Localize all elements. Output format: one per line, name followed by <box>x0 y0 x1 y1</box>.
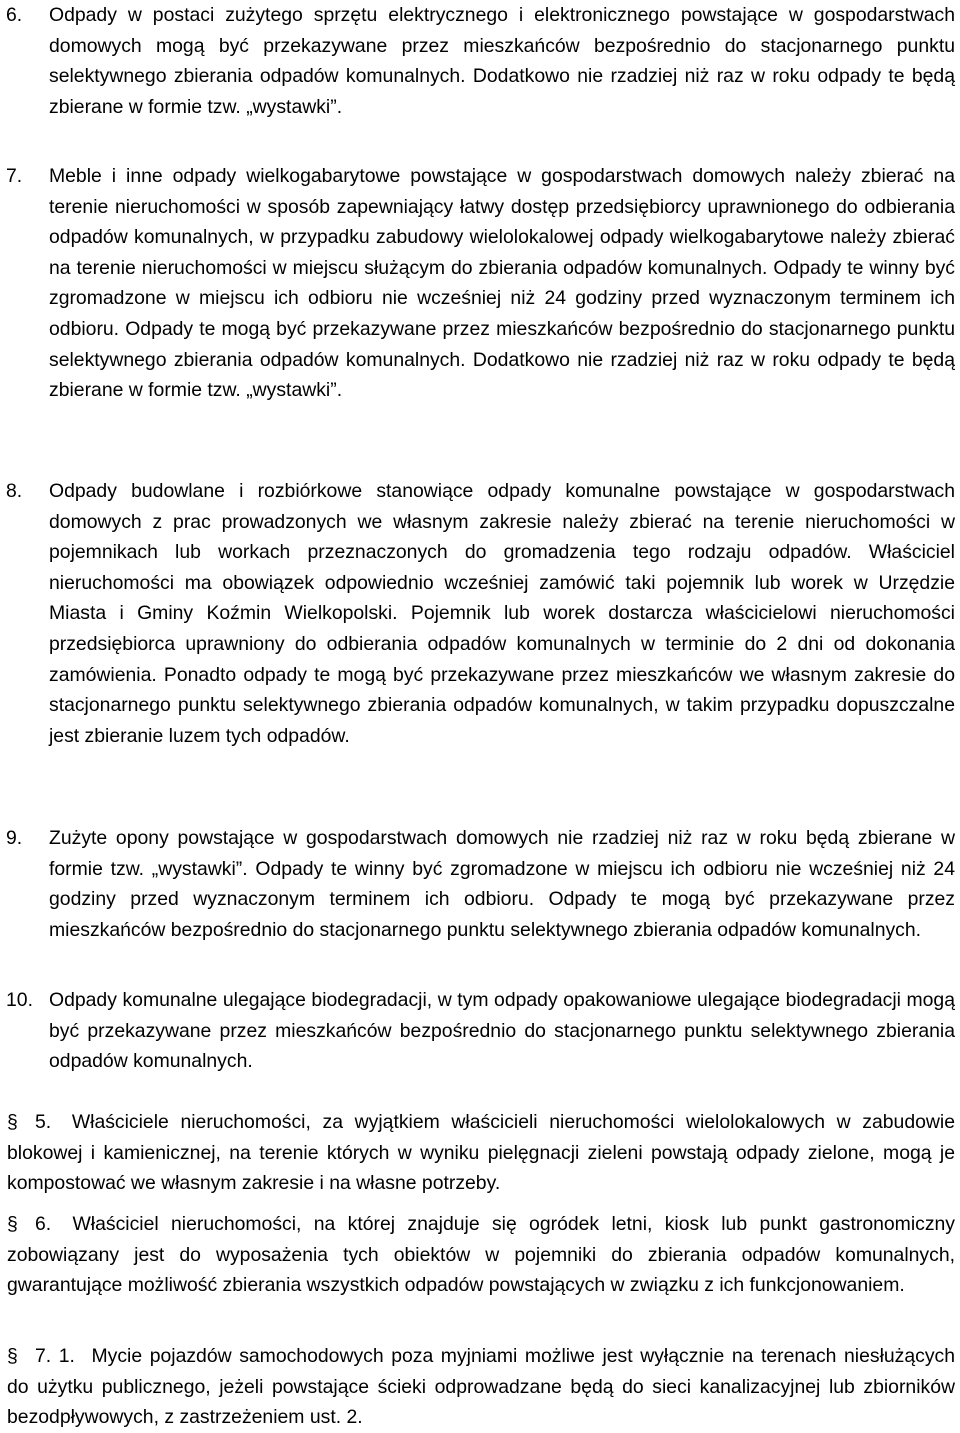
section-6 <box>7 1209 955 1301</box>
list-item-8 <box>0 476 960 751</box>
list-item-text: Odpady budowlane i rozbiórkowe stanowiące odpady komunalne powstające w gospodarstwach domowych z prac prowadzonych we własnym zakresie należy zbierać na terenie nieruchomości w pojemnikach lub workach przeznaczonych do gromadzenia tego rodzaju odpadów. Właściciel nieruchomości ma obowiązek odpowiednio wcześniej zamówić taki pojemnik lub worek w Urzędzie Miasta i Gminy Koźmin Wielkopolski. Pojemnik lub worek dostarcza właścicielowi nieruchomości przedsiębiorca uprawniony do odbierania odpadów komunalnych w terminie do 2 dni od dokonania zamówienia. Ponadto odpady te mogą być przekazywane przez mieszkańców we własnym zakresie do stacjonarnego punktu selektywnego zbierania odpadów komunalnych, w takim przypadku dopuszczalne jest zbieranie luzem tych odpadów. <box>49 480 955 747</box>
section-symbol: § <box>7 1213 18 1235</box>
list-item-9 <box>0 823 960 945</box>
section-symbol: § <box>7 1345 18 1367</box>
section-symbol: § <box>7 1111 18 1133</box>
list-item-10 <box>0 985 960 1077</box>
list-item-number: 10. <box>6 989 33 1011</box>
list-item-number: 6. <box>6 4 23 26</box>
list-item-number: 9. <box>6 827 23 849</box>
section-number: 6. <box>35 1213 52 1235</box>
section-text: Właściciel nieruchomości, na której znajduje się ogródek letni, kiosk lub punkt gastronomiczny zobowiązany jest do wyposażenia tych obiektów w pojemniki do zbierania odpadów komunalnych, gwarantujące możliwość zbierania wszystkich odpadów powstających w związku z ich funkcjonowaniem. <box>7 1213 955 1297</box>
section-text: Mycie pojazdów samochodowych poza myjniami możliwe jest wyłącznie na terenach niesłużących do użytku publicznego, jeżeli powstające ścieki odprowadzane będą do sieci kanalizacyjnej lub zbiorników bezodpływowych, z zastrzeżeniem ust. 2. <box>7 1345 956 1429</box>
list-item-6 <box>0 0 960 122</box>
list-item-number: 7. <box>6 165 23 187</box>
list-item-text: Odpady w postaci zużytego sprzętu elektrycznego i elektronicznego powstające w gospodarstwach domowych mogą być przekazywane przez mieszkańców bezpośrednio do stacjonarnego punktu selektywnego zbierania odpadów komunalnych. Dodatkowo nie rzadziej niż raz w roku odpady te będą zbierane w formie tzw. „wystawki”. <box>49 4 955 118</box>
list-item-text: Meble i inne odpady wielkogabarytowe powstające w gospodarstwach domowych należy zbierać na terenie nieruchomości w sposób zapewniający łatwy dostęp przedsiębiorcy uprawnionego do odbierania odpadów komunalnych, w przypadku zabudowy wielolokalowej odpady wielkogabarytowe należy zbierać na terenie nieruchomości w miejscu służącym do zbierania odpadów komunalnych. Odpady te winny być zgromadzone w miejscu ich odbioru nie wcześniej niż 24 godziny przed wyznaczonym terminem ich odbioru. Odpady te mogą być przekazywane przez mieszkańców bezpośrednio do stacjonarnego punktu selektywnego zbierania odpadów komunalnych. Dodatkowo nie rzadziej niż raz w roku odpady te będą zbierane w formie tzw. „wystawki”. <box>49 165 955 402</box>
list-item-7 <box>0 161 960 406</box>
section-text: Właściciele nieruchomości, za wyjątkiem właścicieli nieruchomości wielolokalowych w zabudowie blokowej i kamienicznej, na terenie których w wyniku pielęgnacji zieleni powstają odpady zielone, mogą je kompostować we własnym zakresie i na własne potrzeby. <box>7 1111 955 1195</box>
section-number: 5. <box>35 1111 52 1133</box>
list-item-number: 8. <box>6 480 23 502</box>
section-number: 7. 1. <box>35 1345 75 1367</box>
section-5 <box>7 1107 955 1199</box>
list-item-text: Zużyte opony powstające w gospodarstwach domowych nie rzadziej niż raz w roku będą zbierane w formie tzw. „wystawki”. Odpady te winny być zgromadzone w miejscu ich odbioru nie wcześniej niż 24 godziny przed wyznaczonym terminem ich odbioru. Odpady te mogą być przekazywane przez mieszkańców bezpośrednio do stacjonarnego punktu selektywnego zbierania odpadów komunalnych. <box>49 827 955 941</box>
section-7 <box>7 1341 955 1433</box>
list-item-text: Odpady komunalne ulegające biodegradacji, w tym odpady opakowaniowe ulegające biodegradacji mogą być przekazywane przez mieszkańców bezpośrednio do stacjonarnego punktu selektywnego zbierania odpadów komunalnych. <box>49 989 955 1073</box>
